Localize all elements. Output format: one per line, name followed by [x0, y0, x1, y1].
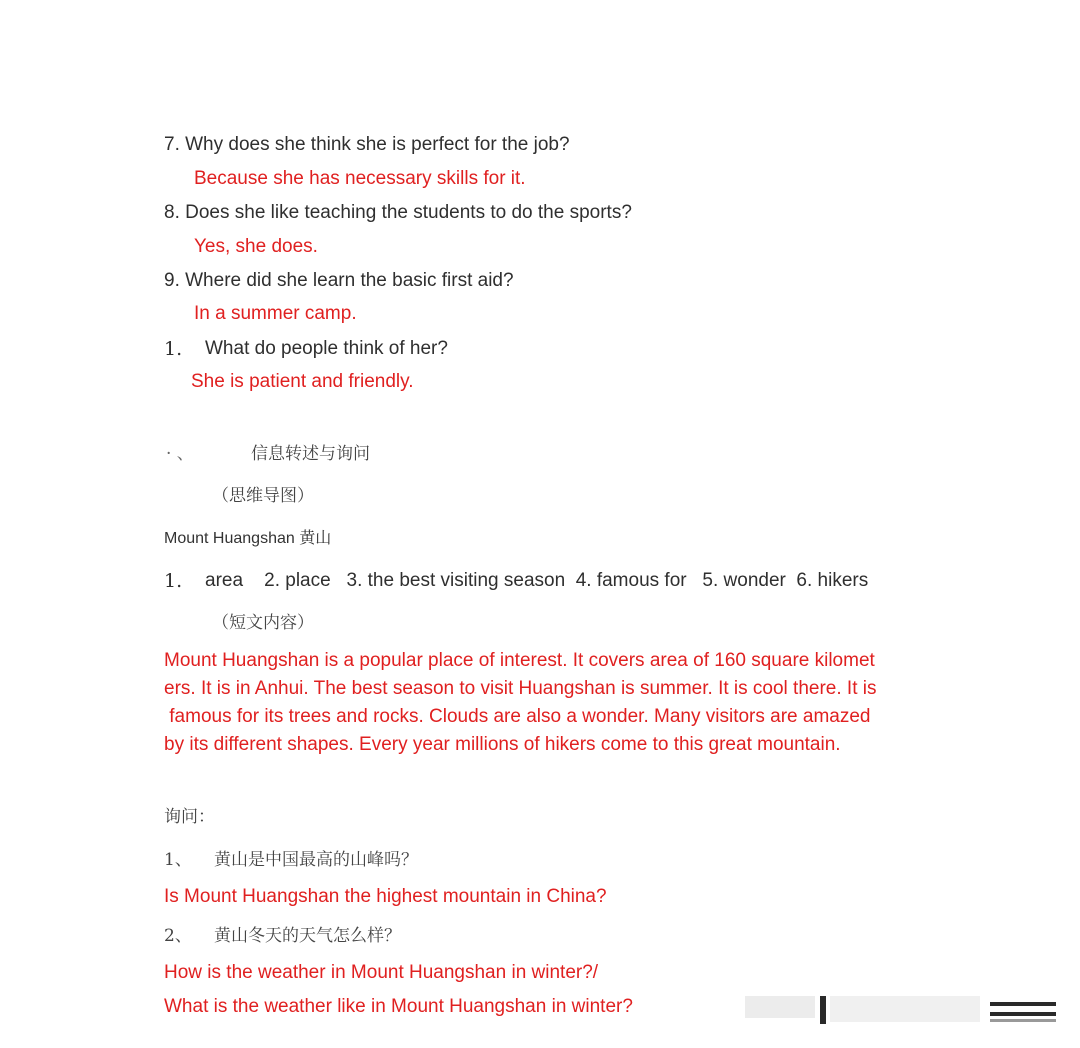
answer-9: In a summer camp. [194, 303, 357, 324]
passage-line: famous for its trees and rocks. Clouds are also a wonder. Many visitors are amazed [164, 706, 871, 727]
inquiry-1-answer: Is Mount Huangshan the highest mountain in China? [164, 886, 607, 907]
question-7: 7. Why does she think she is perfect for the job? [164, 134, 570, 155]
inquiry-1-question: 黄山是中国最高的山峰吗？ [214, 850, 418, 870]
scan-artifact [745, 996, 815, 1018]
passage-line: ers. It is in Anhui. The best season to visit Huangshan is summer. It is cool there. It is [164, 678, 877, 699]
mindmap-items: area 2. place 3. the best visiting season 4. famous for 5. wonder 6. hikers [205, 570, 869, 591]
answer-10: She is patient and friendly. [191, 371, 414, 392]
inquiry-2-answer-1: How is the weather in Mount Huangshan in winter?/ [164, 962, 599, 983]
scan-artifact [830, 996, 980, 1022]
answer-7: Because she has necessary skills for it. [194, 168, 526, 189]
inquiry-2-question: 黄山冬天的天气怎么样？ [214, 926, 401, 946]
answer-8: Yes, she does. [194, 236, 318, 257]
scan-artifact [990, 1002, 1056, 1006]
passage-line: Mount Huangshan is a popular place of interest. It covers area of 160 square kilomet [164, 650, 875, 671]
section-title: 信息转述与询问 [251, 444, 370, 464]
section-marker: · 、 [166, 444, 194, 464]
list-number: 1. [164, 570, 183, 592]
scan-artifact [820, 996, 826, 1024]
passage-label: （短文内容） [212, 613, 314, 633]
question-8: 8. Does she like teaching the students to do the sports? [164, 202, 632, 223]
inquiry-label: 询问： [164, 807, 215, 827]
scan-artifact [990, 1019, 1056, 1022]
topic-title: Mount Huangshan 黄山 [164, 530, 332, 547]
scan-artifact [990, 1012, 1056, 1016]
question-10-number: 1. [164, 338, 183, 360]
inquiry-1-number: 1、 [164, 850, 192, 870]
passage-line: by its different shapes. Every year millions of hikers come to this great mountain. [164, 734, 841, 755]
inquiry-2-answer-2: What is the weather like in Mount Huangshan in winter? [164, 996, 633, 1017]
mindmap-label: （思维导图） [212, 486, 314, 506]
inquiry-2-number: 2、 [164, 926, 192, 946]
question-9: 9. Where did she learn the basic first aid? [164, 270, 514, 291]
question-10: What do people think of her? [205, 338, 448, 359]
